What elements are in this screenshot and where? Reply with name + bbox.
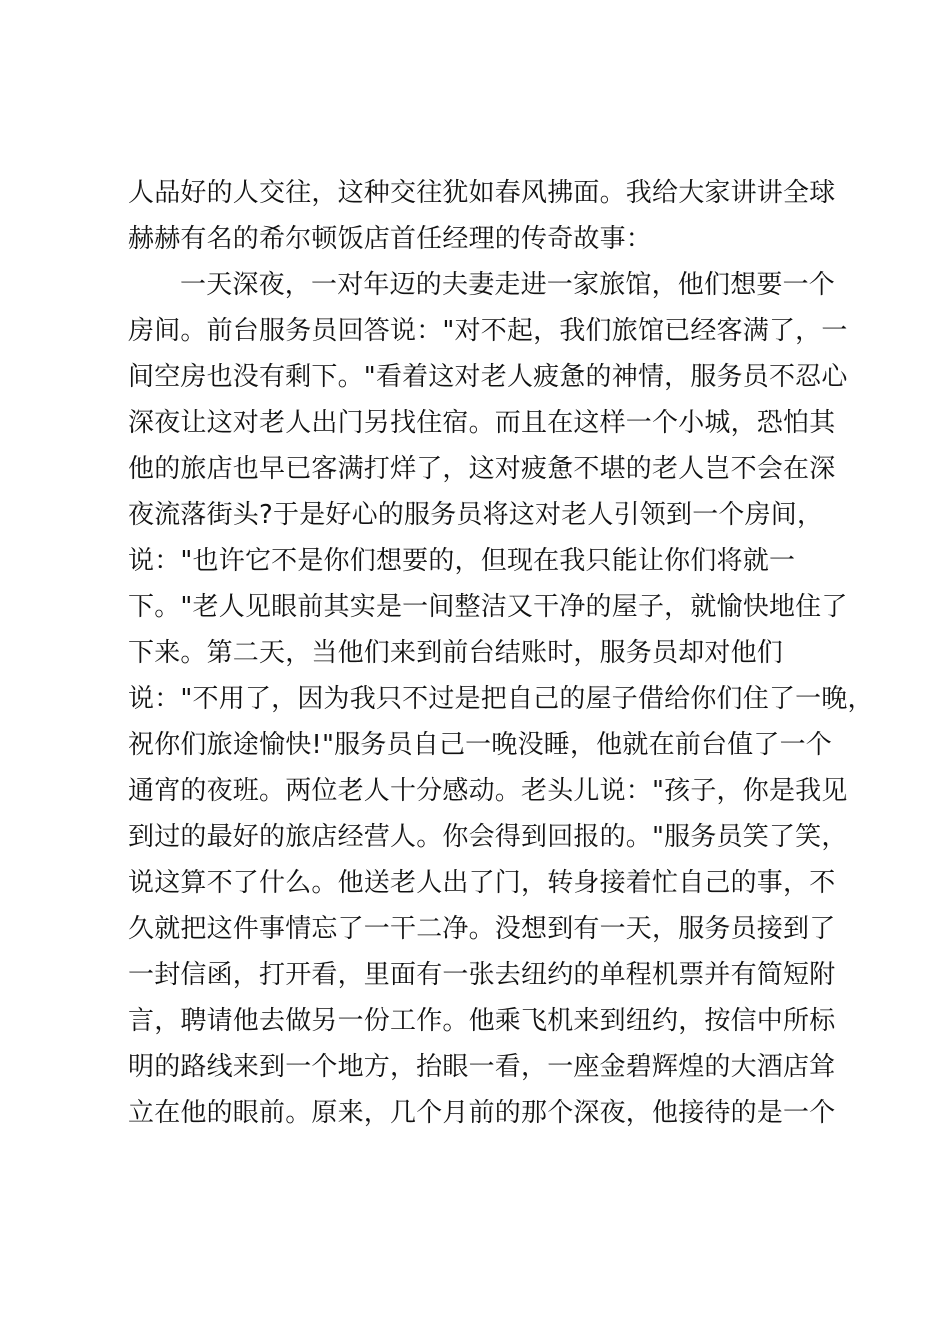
text-line: 间空房也没有剩下。"看着这对老人疲惫的神情，服务员不忍心 [128, 362, 848, 392]
text-line: 房间。前台服务员回答说："对不起，我们旅馆已经客满了，一 [128, 316, 848, 346]
text-line: 言，聘请他去做另一份工作。他乘飞机来到纽约，按信中所标 [128, 1006, 836, 1036]
text-line: 赫赫有名的希尔顿饭店首任经理的传奇故事： [128, 224, 653, 254]
text-line: 夜流落街头?于是好心的服务员将这对老人引领到一个房间， [128, 500, 824, 530]
text-line: 他的旅店也早已客满打烊了，这对疲惫不堪的老人岂不会在深 [128, 454, 836, 484]
paragraph-start-line: 一天深夜，一对年迈的夫妻走进一家旅馆，他们想要一个 [180, 270, 836, 300]
text-line: 深夜让这对老人出门另找住宿。而且在这样一个小城，恐怕其 [128, 408, 836, 438]
text-line: 到过的最好的旅店经营人。你会得到回报的。"服务员笑了笑， [128, 822, 848, 852]
text-line: 下来。第二天，当他们来到前台结账时，服务员却对他们 [128, 638, 784, 668]
text-line: 说这算不了什么。他送老人出了门，转身接着忙自己的事，不 [128, 868, 836, 898]
text-line: 久就把这件事情忘了一干二净。没想到有一天，服务员接到了 [128, 914, 836, 944]
text-line: 一封信函，打开看，里面有一张去纽约的单程机票并有简短附 [128, 960, 836, 990]
text-line: 祝你们旅途愉快!"服务员自己一晚没睡，他就在前台值了一个 [128, 730, 832, 760]
text-line: 说："也许它不是你们想要的，但现在我只能让你们将就一 [128, 546, 796, 576]
text-line: 通宵的夜班。两位老人十分感动。老头儿说："孩子，你是我见 [128, 776, 848, 806]
body-text [128, 170, 874, 1136]
text-line: 说："不用了，因为我只不过是把自己的屋子借给你们住了一晚， [128, 684, 874, 714]
text-line: 明的路线来到一个地方，抬眼一看，一座金碧辉煌的大酒店耸 [128, 1052, 836, 1082]
text-line: 立在他的眼前。原来，几个月前的那个深夜，他接待的是一个 [128, 1098, 836, 1128]
text-line: 下。"老人见眼前其实是一间整洁又干净的屋子，就愉快地住了 [128, 592, 848, 622]
text-line: 人品好的人交往，这种交往犹如春风拂面。我给大家讲讲全球 [128, 178, 836, 208]
